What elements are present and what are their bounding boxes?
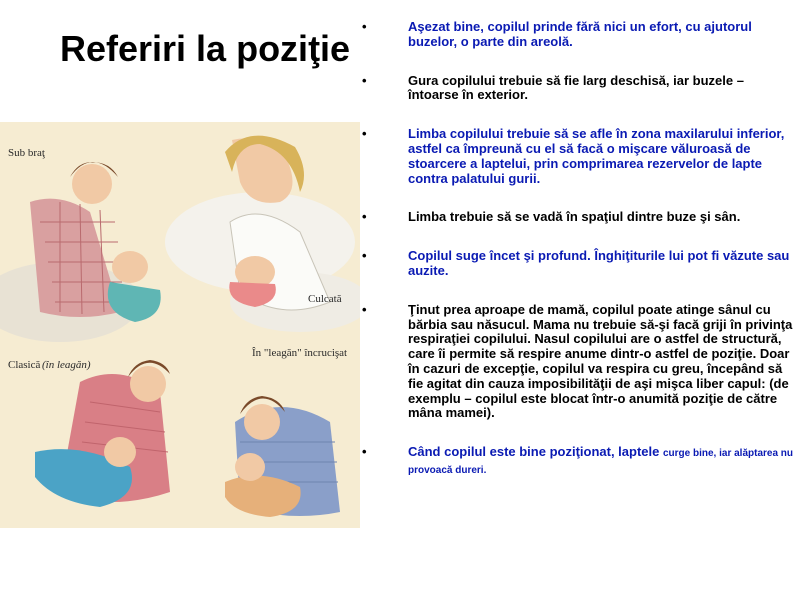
bullet-text-small: curge bine, iar alăptarea nu provoacă dureri [408,448,794,476]
list-item: • Gura copilului trebuie să fie larg deschisă, iar buzele – întoarse în exterior. [360,74,798,104]
breastfeeding-positions-illustration [0,122,360,528]
caption-culcata: Culcată [308,293,342,305]
figure-clasica [35,360,170,507]
illustration-drawing [0,122,360,528]
list-item: • Copilul suge încet şi profund. Înghiţiturile lui pot fi văzute sau auzite. [360,249,798,279]
caption-sub-brat: Sub braţ [8,147,45,159]
list-item: • Aşezat bine, copilul prinde fără nici un efort, cu ajutorul buzelor, o parte din areolă. [360,20,798,50]
caption-clasica: Clasică [8,359,41,371]
caption-in-leagan: (în leagăn) [42,359,91,371]
bullet-text-main: Când copilul este bine poziţionat, laptele [408,444,663,460]
figure-leagan-incrucisat [225,396,340,517]
list-item: • Ţinut prea aproape de mamă, copilul poate atinge sânul cu bărbia sau năsucul. Mama nu trebuie să-şi facă griji în privinţa respiraţiei copilului. Nasul copilului are o astfel de structură, care îi permite să respire anume dintr-o astfel de poziţie. Doar în cazuri de excepţie, copilul va respira cu greu, începând să fie agitat din cauza imposibilităţii de aşi mişca liber capul: (de exemplu – copilul este blocat într-o anumită poziţie de către mâna mamei). [360,303,798,421]
list-item [360,445,798,479]
bullet-list [360,20,798,479]
caption-leagan-incrucisat: În "leagăn" încrucişat [252,347,348,359]
slide-title: Referiri la poziţie [60,28,351,69]
list-item: • Limba copilului trebuie să se afle în zona maxilarului inferior, astfel ca împreună cu el să facă o mişcare vălurоasă de stoarcere a laptelui, prin comprimarea rezervelor de lapte contra palatului gurii. [360,127,798,186]
bullet-text-end: . [483,464,487,476]
list-item: • Limba trebuie să se vadă în spaţiul dintre buze şi sân. [360,210,798,225]
figure-sub-brat [0,162,161,342]
